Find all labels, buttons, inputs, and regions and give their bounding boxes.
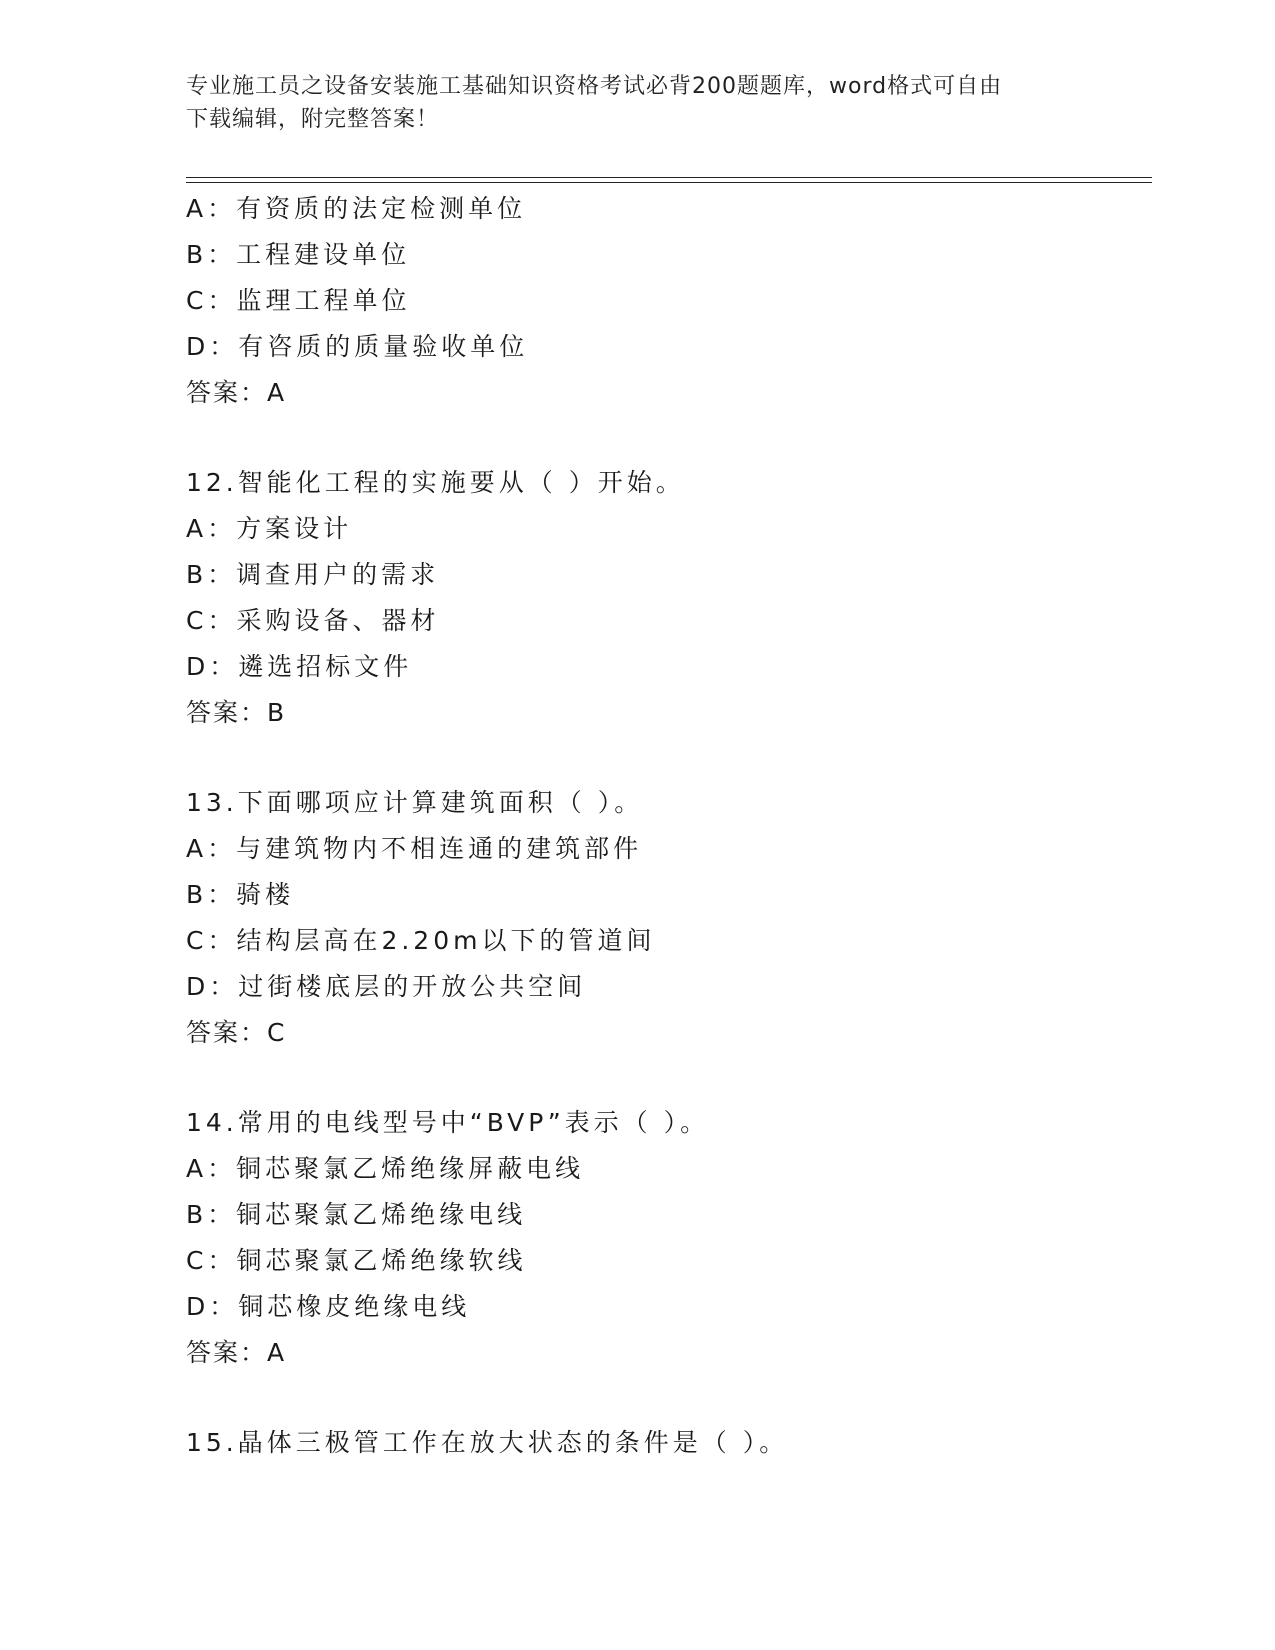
spacer <box>186 416 1146 460</box>
header-divider-top <box>186 177 1152 178</box>
header-title-line-1: 专业施工员之设备安装施工基础知识资格考试必背200题题库，word格式可自由 <box>186 74 1003 99</box>
question-12 <box>186 460 1146 736</box>
question-11-continued <box>186 186 1146 416</box>
document-header <box>186 70 1086 136</box>
option-b: B：骑楼 <box>186 880 295 909</box>
question-stem: 15.晶体三极管工作在放大状态的条件是（ ）。 <box>186 1428 789 1457</box>
option-b: B：铜芯聚氯乙烯绝缘电线 <box>186 1200 527 1229</box>
answer: 答案：A <box>186 1338 287 1367</box>
question-list <box>186 186 1146 1466</box>
option-c: C：采购设备、器材 <box>186 606 440 635</box>
option-b: B：调查用户的需求 <box>186 560 440 589</box>
question-stem: 13.下面哪项应计算建筑面积（ ）。 <box>186 788 644 817</box>
spacer <box>186 736 1146 780</box>
question-13 <box>186 780 1146 1056</box>
question-stem: 12.智能化工程的实施要从（ ）开始。 <box>186 468 685 497</box>
option-c: C：监理工程单位 <box>186 286 411 315</box>
option-c: C：结构层高在2.20m以下的管道间 <box>186 926 656 955</box>
option-d: D：有咨质的质量验收单位 <box>186 332 529 361</box>
option-a: A：有资质的法定检测单位 <box>186 194 527 223</box>
option-c: C：铜芯聚氯乙烯绝缘软线 <box>186 1246 527 1275</box>
spacer <box>186 1376 1146 1420</box>
question-15 <box>186 1420 1146 1466</box>
spacer <box>186 1056 1146 1100</box>
answer: 答案：A <box>186 378 287 407</box>
question-stem: 14.常用的电线型号中“BVP”表示（ ）。 <box>186 1108 710 1137</box>
option-b: B：工程建设单位 <box>186 240 411 269</box>
header-divider-bottom <box>186 182 1152 183</box>
option-d: D：过街楼底层的开放公共空间 <box>186 972 587 1001</box>
option-d: D：铜芯橡皮绝缘电线 <box>186 1292 471 1321</box>
answer: 答案：C <box>186 1018 287 1047</box>
option-a: A：与建筑物内不相连通的建筑部件 <box>186 834 643 863</box>
option-d: D：遴选招标文件 <box>186 652 413 681</box>
answer: 答案：B <box>186 698 287 727</box>
question-14 <box>186 1100 1146 1376</box>
option-a: A：方案设计 <box>186 514 353 543</box>
option-a: A：铜芯聚氯乙烯绝缘屏蔽电线 <box>186 1154 585 1183</box>
header-title-line-2: 下载编辑，附完整答案！ <box>186 107 440 132</box>
